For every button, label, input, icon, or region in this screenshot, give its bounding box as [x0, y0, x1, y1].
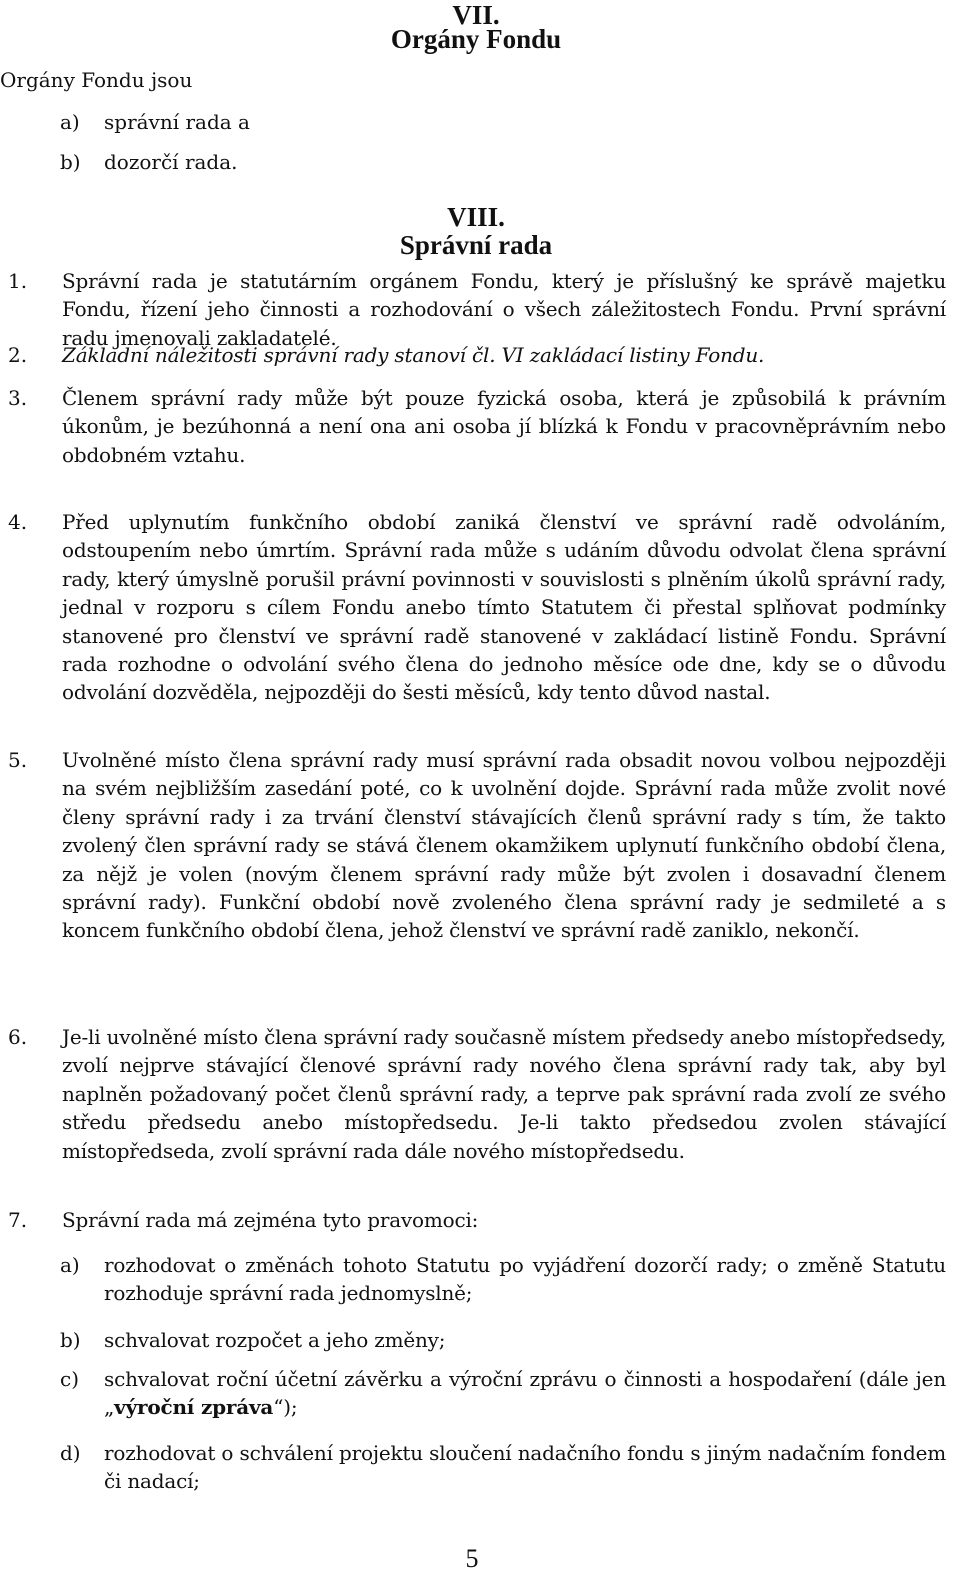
power-label: b)	[60, 1328, 81, 1352]
paragraph-number: 5.	[8, 748, 28, 772]
paragraph-text: Je-li uvolněné místo člena správní rady současně místem předsedy anebo místopředsedy, zvolí nejprve stávající členové správní rady nového člena správní rady tak, aby byl naplněn požadovaný počet členů správní rady, a teprve pak správní rada zvolí ze svého středu předsedu anebo místopředsedu. Je-li takto předsedou zvolen stávající místopředseda, zvolí správní rada dále nového místopředsedu.	[62, 1025, 946, 1163]
paragraph-number: 1.	[8, 269, 28, 293]
power-label: a)	[60, 1253, 80, 1277]
intro-item-text: správní rada a	[104, 110, 250, 134]
section-number: VIII.	[447, 202, 505, 232]
paragraph-text: Uvolněné místo člena správní rady musí správní rada obsadit novou volbou nejpozději na svém nejbližším zasedání poté, co k uvolnění dojde. Správní rada může zvolit nové členy správní rady i za trvání členství stávajících členů správní rady s tím, že takto zvolený člen správní rady se stává členem okamžikem uplynutí funkčního období člena, za nějž je volen (novým členem správní rady může být zvolen i dosavadní členem správní rady). Funkční období nově zvoleného člena správní rady je sedmileté a s koncem funkčního období člena, jehož členství ve správní radě zaniklo, nekončí.	[62, 748, 946, 943]
intro-item-label: b)	[60, 150, 81, 174]
power-text: schvalovat rozpočet a jeho změny;	[104, 1328, 446, 1352]
paragraph-text: Správní rada je statutárním orgánem Fondu, který je příslušný ke správě majetku Fondu, řízení jeho činnosti a rozhodování o všech záležitostech Fondu. První správní radu jmenovali zakladatelé.	[62, 269, 946, 350]
intro-lead: Orgány Fondu jsou	[0, 68, 193, 92]
paragraph-text: Členem správní rady může být pouze fyzická osoba, která je způsobilá k právním úkonům, je bezúhonná a není ona ani osoba jí blízká k Fondu v pracovněprávním nebo obdobném vztahu.	[62, 386, 946, 467]
power-text: rozhodovat o změnách tohoto Statutu po vyjádření dozorčí rady; o změně Statutu rozhoduje správní rada jednomyslně;	[104, 1253, 946, 1306]
power-label: c)	[60, 1367, 80, 1391]
defined-term: výroční zpráva	[114, 1395, 274, 1420]
paragraph-number: 2.	[8, 343, 28, 367]
power-text-before: schvalovat roční účetní závěrku a výroční zprávu o činnosti a hospodaření (dále jen „	[104, 1367, 946, 1420]
paragraph-number: 4.	[8, 510, 28, 534]
section-title: Orgány Fondu	[390, 24, 562, 54]
section-number: VII.	[452, 0, 500, 30]
page-number: 5	[465, 1544, 479, 1573]
power-label: d)	[60, 1441, 81, 1465]
power-text-after: “);	[273, 1395, 298, 1420]
paragraph-text: Základní náležitosti správní rady stanoví čl. VI zakládací listiny Fondu.	[62, 343, 765, 367]
section-title: Správní rada	[399, 230, 553, 260]
paragraph-number: 6.	[8, 1025, 28, 1049]
paragraph-number: 3.	[8, 386, 28, 410]
power-text: rozhodovat o schválení projektu sloučení nadačního fondu s jiným nadačním fondem či nadací;	[104, 1441, 946, 1494]
paragraph-text: Před uplynutím funkčního období zaniká členství ve správní radě odvoláním, odstoupením nebo úmrtím. Správní rada může s udáním důvodu odvolat člena správní rady, který úmyslně porušil právní povinnosti v souvislosti s plněním úkolů správní rady, jednal v rozporu s cílem Fondu anebo tímto Statutem či přestal splňovat podmínky stanovené pro členství ve správní radě stanovené v zakládací listině Fondu. Správní rada rozhodne o odvolání svého člena do jednoho měsíce ode dne, kdy se o důvodu odvolání dozvěděla, nejpozději do šesti měsíců, kdy tento důvod nastal.	[62, 510, 946, 705]
paragraph-text: Správní rada má zejména tyto pravomoci:	[62, 1208, 479, 1232]
intro-item-label: a)	[60, 110, 80, 134]
paragraph-number: 7.	[8, 1208, 28, 1232]
power-text	[104, 1365, 946, 1422]
intro-item-text: dozorčí rada.	[104, 150, 238, 174]
